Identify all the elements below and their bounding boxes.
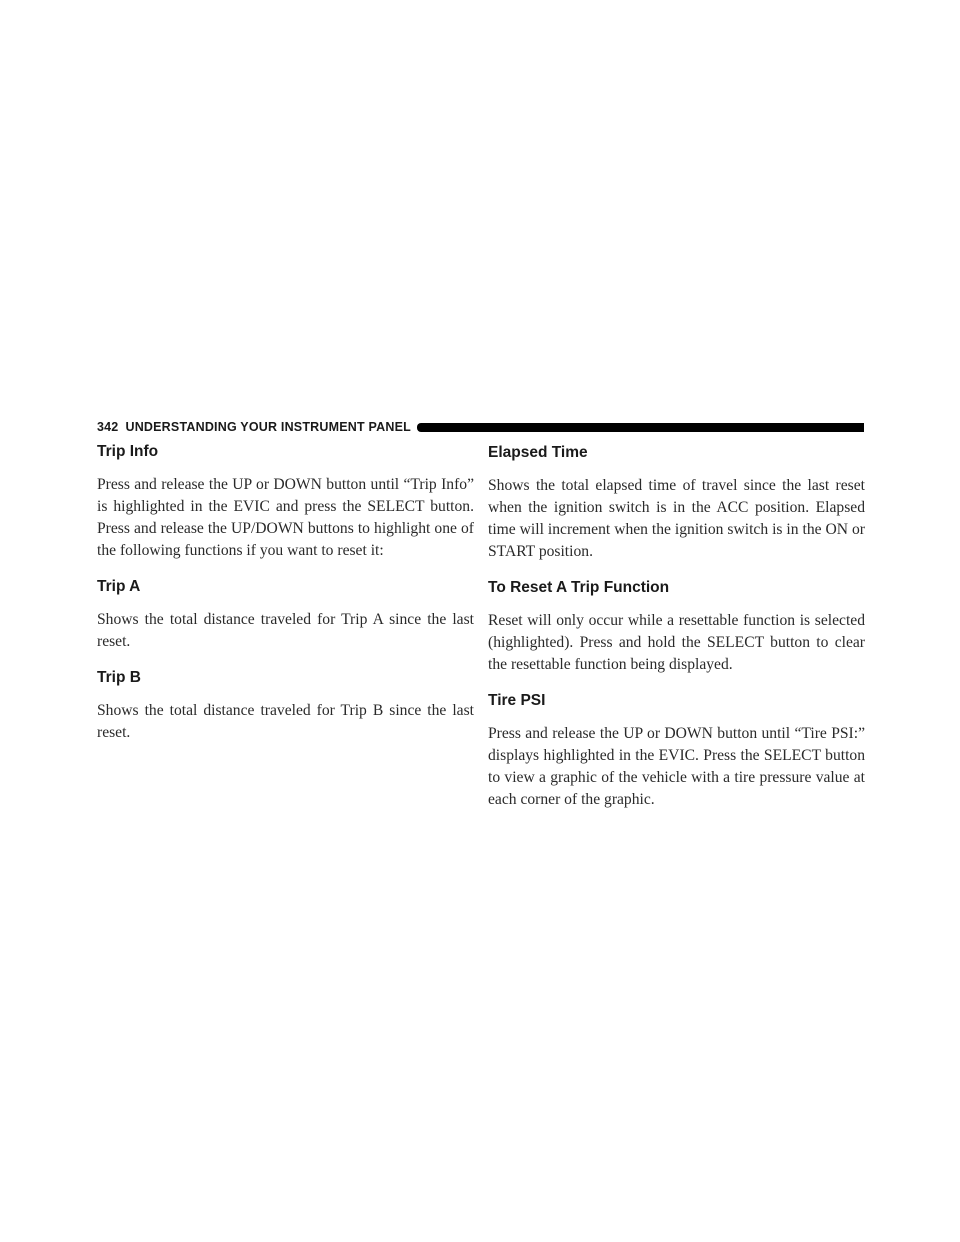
paragraph-elapsed-time: Shows the total elapsed time of travel since the last reset when the ignition switch is in the ACC position. Elapsed time will increment when the ignition switch is in the ON or START position. xyxy=(488,477,865,560)
heading-trip-b: Trip B xyxy=(97,669,141,686)
section-trip-info xyxy=(97,442,474,562)
right-column xyxy=(488,442,865,826)
paragraph-trip-b: Shows the total distance traveled for Trip B since the last reset. xyxy=(97,702,474,741)
paragraph-trip-a: Shows the total distance traveled for Trip A since the last reset. xyxy=(97,611,474,650)
header-rule xyxy=(417,423,864,432)
section-reset-trip-function xyxy=(488,578,865,676)
heading-trip-a: Trip A xyxy=(97,578,141,595)
left-column xyxy=(97,442,474,759)
section-trip-b xyxy=(97,668,474,744)
section-title: UNDERSTANDING YOUR INSTRUMENT PANEL xyxy=(125,420,411,434)
paragraph-tire-psi: Press and release the UP or DOWN button until “Tire PSI:” displays highlighted in the EVIC. Press the SELECT button to view a graphic of the vehicle with a tire pressure value at each corner of the graphic. xyxy=(488,725,865,808)
heading-tire-psi: Tire PSI xyxy=(488,692,546,709)
heading-reset-trip-function: To Reset A Trip Function xyxy=(488,579,670,596)
heading-trip-info: Trip Info xyxy=(97,443,159,460)
section-tire-psi xyxy=(488,691,865,811)
paragraph-trip-info: Press and release the UP or DOWN button until “Trip Info” is highlighted in the EVIC and press the SELECT button. Press and release the UP/DOWN buttons to highlight one of the following functions if you want to reset it: xyxy=(97,476,474,559)
section-trip-a xyxy=(97,577,474,653)
paragraph-reset-trip-function: Reset will only occur while a resettable function is selected (highlighted). Press and hold the SELECT button to clear the resettable function being displayed. xyxy=(488,612,865,673)
section-elapsed-time xyxy=(488,443,865,563)
page-number: 342 xyxy=(97,420,119,434)
heading-elapsed-time: Elapsed Time xyxy=(488,444,588,461)
page-header xyxy=(97,419,864,435)
